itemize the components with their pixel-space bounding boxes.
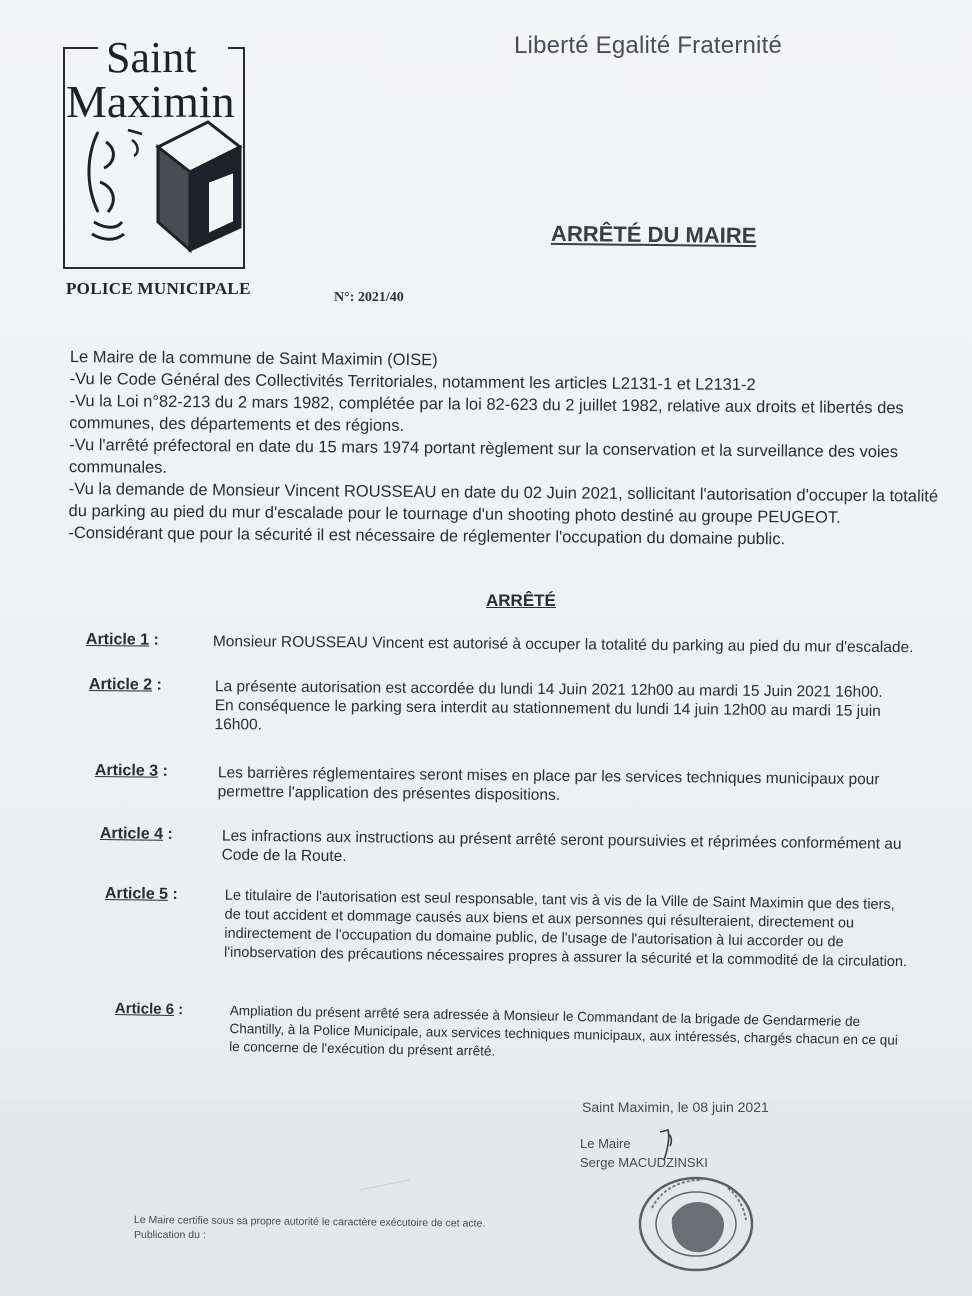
article-label: Article 5: [104, 885, 169, 903]
article-label: Article 6: [114, 1000, 175, 1019]
preamble: [68, 346, 950, 552]
article-5: Article 5 : Le titulaire de l'autorisation est seul responsable, tant vis à vis de la Ville de Saint Maximin que des tiers, de tout accident et dommage causés aux biens et aux personnes qui résulteraient, directement ou indirectement de l'occupation du domaine public, de l'usage de l'autorisation à lui accorder ou de l'inobservation des précautions nécessaires propres à assurer la sécurité et la commodité de la circulation.: [104, 885, 915, 972]
article-text: Ampliation du présent arrêté sera adressée à Monsieur le Commandant de la brigade de Gendarmerie de Chantilly, à la Police Municipale, aux services techniques municipaux, aux intéressés, chargés chacun en ce qui le concerne de l'exécution du présent arrêté.: [229, 1003, 898, 1059]
article-4: Article 4 : Les infractions aux instructions au présent arrêté seront poursuivies et réprimées conformément au Code de la Route.: [100, 825, 920, 873]
place-and-date: Saint Maximin, le 08 juin 2021: [582, 1099, 769, 1115]
article-label: Article 1: [85, 631, 150, 649]
certification-note: Le Maire certifie sous sa propre autorité le caractère exécutoire de cet acte.: [133, 1214, 486, 1230]
document-title: ARRÊTÉ DU MAIRE: [550, 220, 757, 249]
article-6: Article 6 : Ampliation du présent arrêté sera adressée à Monsieur le Commandant de la brigade de Gendarmerie de Chantilly, à la Police Municipale, aux services techniques municipaux, aux intéressés, chargés chacun en ce qui le concerne de l'exécution du présent arrêté.: [114, 1000, 905, 1068]
preamble-line: Le Maire de la commune de Saint Maximin (OISE): [69, 347, 438, 370]
article-text: Les barrières réglementaires seront mises en place par les services techniques municipaux pour permettre l'application des présentes dispositions.: [217, 764, 880, 804]
service-name: POLICE MUNICIPALE: [66, 279, 251, 298]
saint-maximin-logo: [58, 22, 250, 272]
preamble-line: -Considérant que pour la sécurité il est nécessaire de réglementer l'occupation du domaine public.: [68, 523, 786, 549]
article-text: La présente autorisation est accordée du lundi 14 Juin 2021 12h00 au mardi 15 Juin 2021 16h00.: [214, 678, 883, 701]
preamble-line: -Vu la Loi n°82-213 du 2 mars 1982, complétée par la loi 82-623 du 2 juillet 1982, relative aux droits et libertés des communes, des départements et des régions.: [69, 391, 904, 435]
article-1: Article 1 : Monsieur ROUSSEAU Vincent est autorisé à occuper la totalité du parking au pied du mur d'escalade.: [85, 631, 914, 657]
article-label: Article 3: [94, 762, 159, 780]
preamble-line: -Vu l'arrêté préfectoral en date du 15 mars 1974 portant règlement sur la conservation et la surveillance des voies communales.: [68, 435, 899, 477]
preamble-line: -Vu la demande de Monsieur Vincent ROUSSEAU en date du 02 Juin 2021, sollicitant l'autorisation d'occuper la totalité du parking au pied du mur d'escalade pour le tournage d'un shooting photo destiné au groupe PEUGEOT.: [68, 479, 939, 527]
logo-graphic: [58, 22, 250, 272]
article-label: Article 4: [99, 825, 164, 843]
signatory-title: Le Maire: [580, 1136, 631, 1151]
national-motto: Liberté Egalité Fraternité: [514, 32, 783, 59]
decree-number: N°: 2021/40: [334, 290, 404, 305]
logo-text-maximin: Maximin: [66, 76, 235, 127]
publication-note: Publication du :: [134, 1229, 206, 1241]
article-label: Article 2: [88, 676, 153, 694]
signatory-name: Serge MACUDZINSKI: [580, 1155, 708, 1170]
article-3: Article 3 : Les barrières réglementaires seront mises en place par les services techniques municipaux pour permettre l'application des présentes dispositions.: [95, 762, 915, 809]
logo-text-saint: Saint: [106, 33, 197, 82]
signature-mark: [656, 1128, 686, 1164]
section-title: ARRÊTÉ: [486, 591, 556, 610]
article-text: Le titulaire de l'autorisation est seul responsable, tant vis à vis de la Ville de Saint Maximin que des tiers, de tout accident et dommage causés aux biens et aux personnes qui résulteraient, directement ou indirectement de l'occupation du domaine public, de l'usage de l'autorisation à lui accorder ou de l'inobservation des précautions nécessaires propres à assurer la sécurité et la commodité de la circulation.: [223, 887, 908, 971]
article-text: Monsieur ROUSSEAU Vincent est autorisé à occuper la totalité du parking au pied du mur d'escalade.: [212, 633, 914, 657]
article-2: Article 2 : La présente autorisation est accordée du lundi 14 Juin 2021 12h00 au mardi 15 Juin 2021 16h00. En conséquence le parking sera interdit au stationnement du lundi 14 juin 12h00 au mardi 15 juin 16h00.: [89, 676, 929, 740]
article-text: Les infractions aux instructions au présent arrêté seront poursuivies et réprimées conformément au Code de la Route.: [221, 827, 902, 866]
official-seal-stamp: [632, 1168, 760, 1276]
preamble-line: -Vu le Code Général des Collectivités Territoriales, notamment les articles L2131-1 et L2131-2: [69, 369, 756, 394]
article-text: En conséquence le parking sera interdit au stationnement du lundi 14 juin 12h00 au mardi 15 juin 16h00.: [214, 697, 881, 734]
